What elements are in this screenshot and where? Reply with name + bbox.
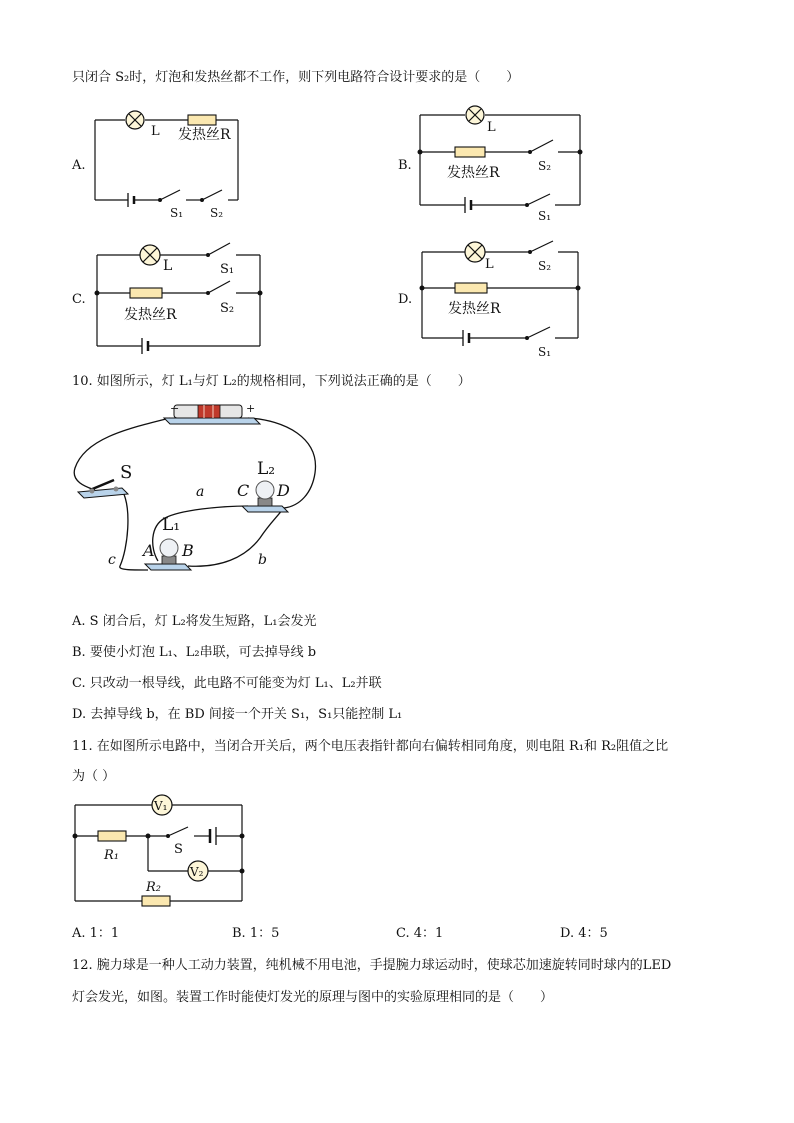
switch1-label: S₁ [538,345,552,359]
q10-option-a[interactable]: A. S 闭合后，灯 L₂将发生短路，L₁会发光 [72,614,317,629]
switch2-label: S₂ [210,206,224,220]
terminal-a-label: A [143,541,155,560]
wire-a-label: a [196,484,205,500]
heater-label: 发热丝R [178,127,231,143]
q9-option-c-label[interactable]: C. [72,292,86,307]
heater-resistor-icon [188,115,216,125]
heater-resistor-icon [455,147,485,157]
heater-resistor-icon [130,288,162,298]
q9-circuit-c [90,238,270,363]
r1-label: R₁ [104,848,119,863]
wire-c-label: c [108,552,116,568]
r2-label: R₂ [146,880,161,895]
lamp-label: L [163,258,173,274]
switch-label: S [174,842,183,857]
q11-circuit-figure [70,795,250,915]
lamp-icon [465,242,485,262]
q10-option-d[interactable]: D. 去掉导线 b，在 BD 间接一个开关 S₁，S₁只能控制 L₁ [72,707,403,722]
lamp2-label: L₂ [257,459,276,479]
switch2-label: S₂ [538,159,552,173]
lamp-label: L [151,124,160,139]
q11-option-a[interactable]: A. 1：1 [72,926,120,941]
lamp-label: L [487,120,496,135]
q9-circuit-d [415,238,590,363]
v2-label: V₂ [190,865,204,879]
switch1-label: S₁ [220,262,235,277]
lamp-icon [140,245,160,265]
switch2-label: S₂ [538,259,552,273]
battery-plus-label: + [246,402,256,415]
resistor-r2-icon [142,896,170,906]
lamp-icon [466,106,484,124]
battery-minus-label: − [170,402,180,415]
terminal-b-label: B [182,541,194,560]
q9-option-d-label[interactable]: D. [398,292,413,307]
heater-label: 发热丝R [448,301,501,317]
v1-label: V₁ [154,799,168,813]
resistor-r1-icon [98,831,126,841]
q11-stem-line2: 为（ ） [72,769,116,784]
heater-label: 发热丝R [124,307,177,323]
q12-stem-line1: 12. 腕力球是一种人工动力装置，纯机械不用电池，手提腕力球运动时，使球芯加速旋转同时球内的LED [72,958,672,973]
q9-circuit-b [415,100,590,225]
wire-b-label: b [258,552,267,568]
q10-option-c[interactable]: C. 只改动一根导线，此电路不可能变为灯 L₁、L₂并联 [72,676,382,691]
lamp-icon [126,111,144,129]
switch1-label: S₁ [170,206,184,220]
heater-label: 发热丝R [447,165,500,181]
switch-label: S [120,462,133,483]
q10-physical-circuit-figure [70,398,330,588]
q11-stem-line1: 11. 在如图所示电路中，当闭合开关后，两个电压表指针都向右偏转相同角度，则电阻 R₁和 R₂阻值之比 [72,739,669,754]
q10-stem: 10. 如图所示，灯 L₁与灯 L₂的规格相同，下列说法正确的是（ ） [72,374,471,389]
terminal-c-label: C [237,481,250,500]
q11-option-d[interactable]: D. 4：5 [560,926,608,941]
lamp-label: L [485,257,494,272]
q11-option-b[interactable]: B. 1：5 [232,926,280,941]
q9-circuit-a [90,105,250,220]
q9-stem: 只闭合 S₂时，灯泡和发热丝都不工作，则下列电路符合设计要求的是（ ） [72,70,520,85]
q12-stem-line2: 灯会发光，如图。装置工作时能使灯发光的原理与图中的实验原理相同的是（ ） [72,990,554,1005]
switch2-label: S₂ [220,301,235,316]
q9-option-a-label[interactable]: A. [72,158,86,173]
heater-resistor-icon [455,283,487,293]
lamp1-label: L₁ [162,515,181,535]
terminal-d-label: D [277,481,290,500]
q10-option-b[interactable]: B. 要使小灯泡 L₁、L₂串联，可去掉导线 b [72,645,317,660]
q9-option-b-label[interactable]: B. [398,158,412,173]
q11-option-c[interactable]: C. 4：1 [396,926,444,941]
switch1-label: S₁ [538,209,552,223]
